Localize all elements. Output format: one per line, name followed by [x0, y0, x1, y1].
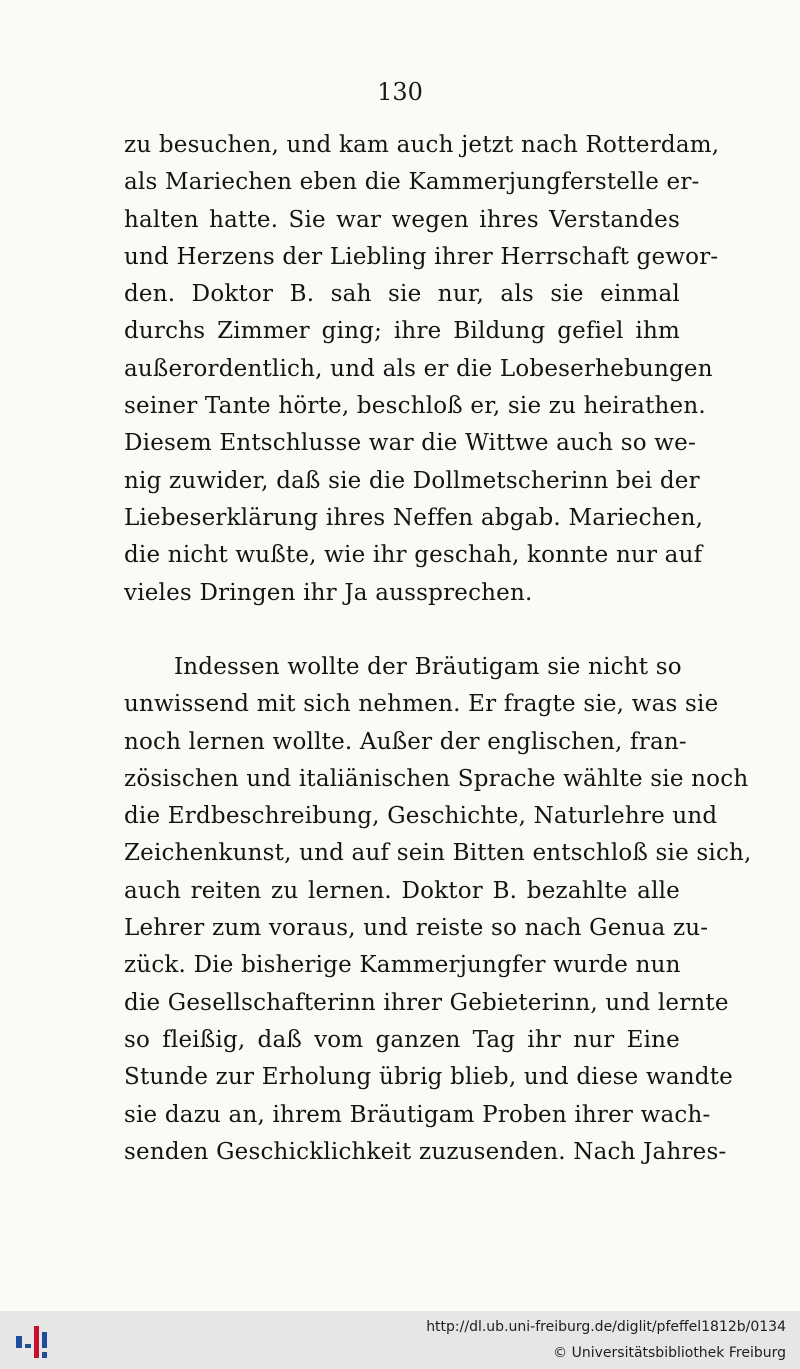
text-line: senden Geschicklichkeit zuzusenden. Nach Jahres-: [124, 1138, 727, 1165]
text-line: zück. Die bisherige Kammerjungfer wurde nun: [124, 952, 681, 979]
paragraph-2: [124, 649, 752, 1171]
text-line: und Herzens der Liebling ihrer Herrschaft gewor-: [124, 243, 719, 270]
text-line: als Mariechen eben die Kammerjungferstelle er-: [124, 169, 700, 196]
text-line: Zeichenkunst, und auf sein Bitten entschloß sie sich,: [124, 840, 752, 867]
text-line: Diesem Entschlusse war die Wittwe auch so we-: [124, 430, 696, 457]
text-line: Stunde zur Erholung übrig blieb, und diese wandte: [124, 1064, 733, 1091]
text-line: die Gesellschafterinn ihrer Gebieterinn, und lernte: [124, 989, 729, 1016]
source-url-link[interactable]: http://dl.ub.uni-freiburg.de/diglit/pfeffel1812b/0134: [426, 1319, 786, 1335]
text-line: halten hatte. Sie war wegen ihres Verstandes: [124, 206, 680, 233]
text-line: auch reiten zu lernen. Doktor B. bezahlte alle: [124, 877, 680, 904]
text-line: durchs Zimmer ging; ihre Bildung gefiel ihm: [124, 318, 680, 345]
page-number: 130: [377, 78, 423, 106]
text-line: den. Doktor B. sah sie nur, als sie einmal: [124, 281, 680, 308]
paragraph-1: [124, 127, 720, 612]
text-line: seiner Tante hörte, beschloß er, sie zu heirathen.: [124, 393, 706, 420]
text-line: zu besuchen, und kam auch jetzt nach Rotterdam,: [124, 132, 720, 158]
footer-bar: [0, 1311, 800, 1369]
text-line: die Erdbeschreibung, Geschichte, Naturlehre und: [124, 803, 718, 830]
copyright-notice: © Universitätsbibliothek Freiburg: [553, 1345, 786, 1361]
text-line: zösischen und italiänischen Sprache wählte sie noch: [124, 765, 749, 792]
text-line: nig zuwider, daß sie die Dollmetscherinn bei der: [124, 467, 700, 494]
text-line: vieles Dringen ihr Ja aussprechen.: [124, 579, 533, 606]
ub-freiburg-logo-icon[interactable]: [14, 1322, 54, 1362]
text-line: Indessen wollte der Bräutigam sie nicht so: [174, 654, 682, 680]
text-line: noch lernen wollte. Außer der englischen, fran-: [124, 728, 687, 755]
text-line: Lehrer zum voraus, und reiste so nach Genua zu-: [124, 915, 709, 942]
text-line: Liebeserklärung ihres Neffen abgab. Mariechen,: [124, 504, 704, 531]
text-line: die nicht wußte, wie ihr geschah, konnte nur auf: [124, 542, 703, 569]
text-line: sie dazu an, ihrem Bräutigam Proben ihrer wach-: [124, 1101, 711, 1128]
text-line: unwissend mit sich nehmen. Er fragte sie, was sie: [124, 691, 719, 718]
text-line: außerordentlich, und als er die Lobeserhebungen: [124, 355, 713, 382]
text-line: so fleißig, daß vom ganzen Tag ihr nur Eine: [124, 1026, 680, 1053]
